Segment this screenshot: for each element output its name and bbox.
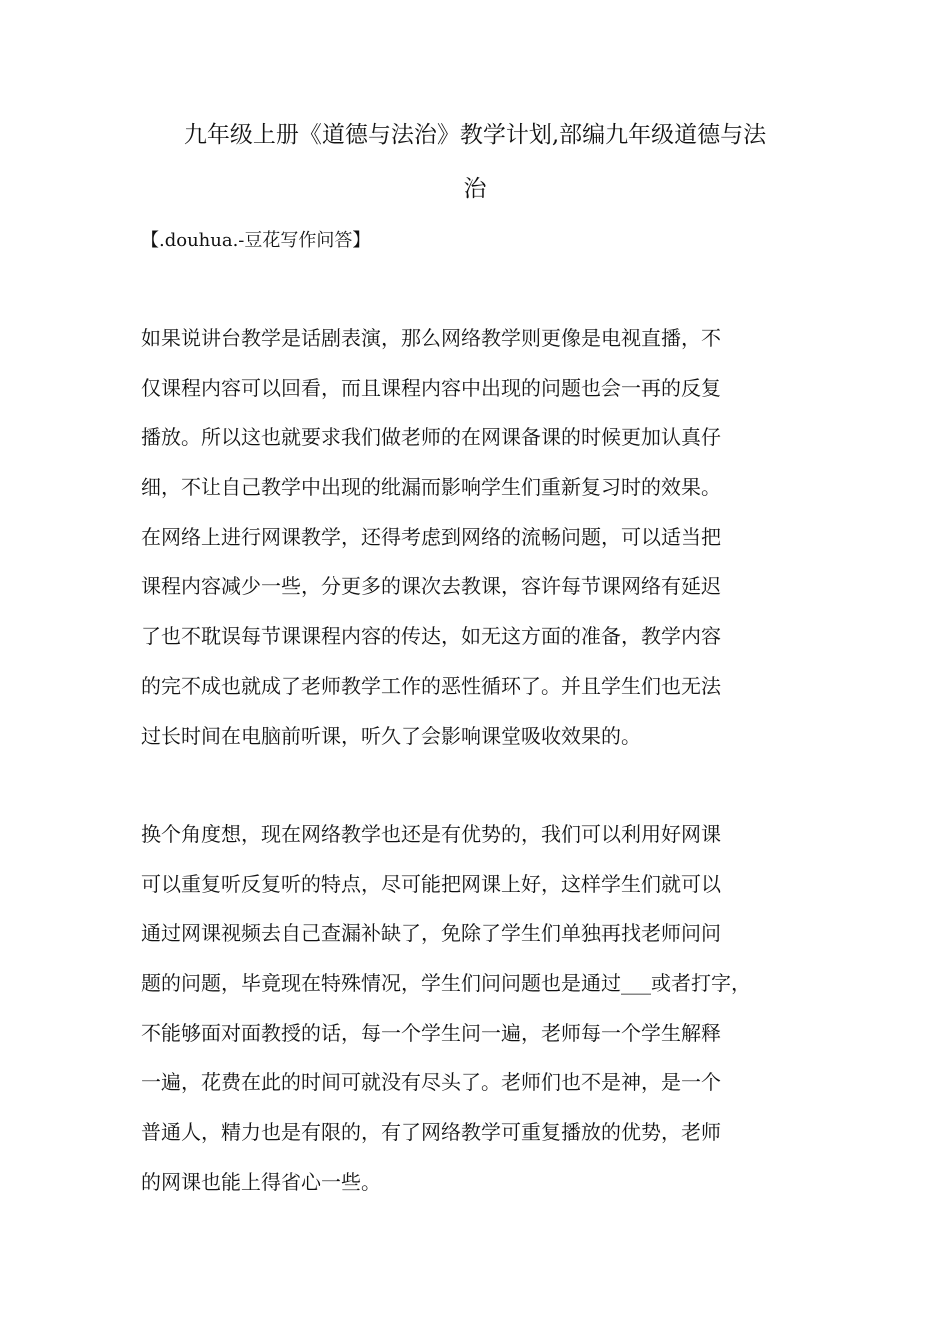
paragraph-line: 可以重复听反复听的特点，尽可能把网课上好，这样学生们就可以 bbox=[141, 871, 721, 896]
paragraph-line: 播放。所以这也就要求我们做老师的在网课备课的时候更加认真仔 bbox=[141, 425, 721, 450]
paragraph-line: 的网课也能上得省心一些。 bbox=[141, 1169, 381, 1194]
paragraph-line: 仅课程内容可以回看，而且课程内容中出现的问题也会一再的反复 bbox=[141, 375, 721, 400]
document-title-line-1: 九年级上册《道德与法治》教学计划,部编九年级道德与法 bbox=[183, 122, 767, 148]
paragraph-line: 细，不让自己教学中出现的纰漏而影响学生们重新复习时的效果。 bbox=[141, 475, 721, 500]
paragraph-line: 在网络上进行网课教学，还得考虑到网络的流畅问题，可以适当把 bbox=[141, 524, 721, 549]
paragraph-line: 换个角度想，现在网络教学也还是有优势的，我们可以利用好网课 bbox=[141, 822, 721, 846]
paragraph-line: 过长时间在电脑前听课，听久了会影响课堂吸收效果的。 bbox=[141, 723, 641, 748]
paragraph-line: 了也不耽误每节课课程内容的传达，如无这方面的准备，教学内容 bbox=[141, 624, 721, 649]
source-attribution: 【.douhua.-豆花写作问答】 bbox=[141, 230, 371, 251]
paragraph-line: 如果说讲台教学是话剧表演，那么网络教学则更像是电视直播，不 bbox=[141, 326, 721, 350]
paragraph-line: 课程内容减少一些，分更多的课次去教课，容许每节课网络有延迟 bbox=[141, 574, 721, 599]
paragraph-line: 题的问题，毕竟现在特殊情况，学生们问问题也是通过___或者打字， bbox=[141, 971, 751, 996]
document-title-line-2: 治 bbox=[463, 176, 487, 202]
paragraph-1 bbox=[141, 322, 821, 769]
paragraph-line: 一遍，花费在此的时间可就没有尽头了。老师们也不是神，是一个 bbox=[141, 1070, 721, 1095]
paragraph-line: 普通人，精力也是有限的，有了网络教学可重复播放的优势，老师 bbox=[141, 1120, 721, 1145]
paragraph-2 bbox=[141, 818, 821, 1216]
paragraph-line: 的完不成也就成了老师教学工作的恶性循环了。并且学生们也无法 bbox=[141, 673, 721, 698]
paragraph-line: 通过网课视频去自己查漏补缺了，免除了学生们单独再找老师问问 bbox=[141, 921, 721, 946]
paragraph-line: 不能够面对面教授的话，每一个学生问一遍，老师每一个学生解释 bbox=[141, 1020, 721, 1045]
